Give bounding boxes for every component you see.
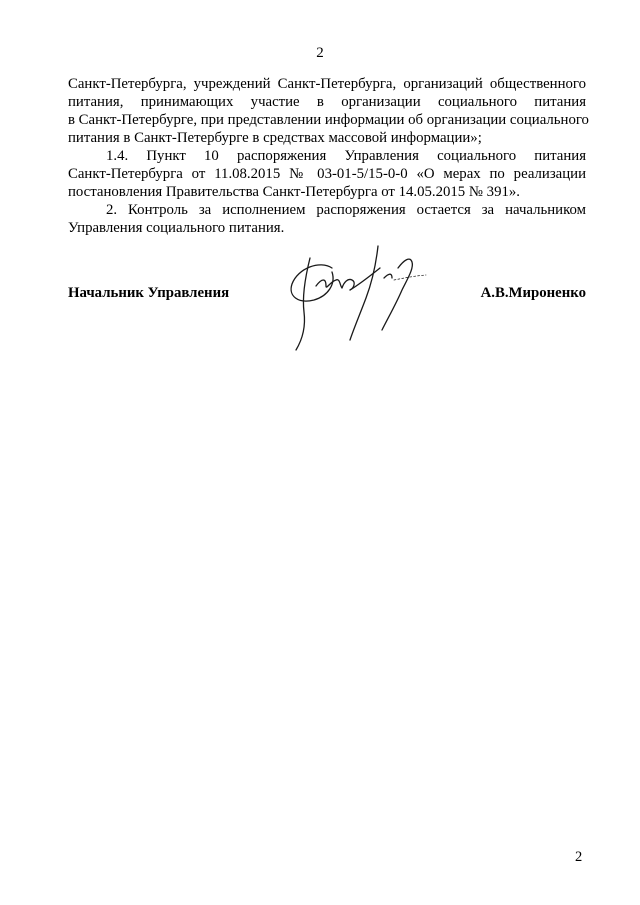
- page-number-top: 2: [316, 45, 324, 61]
- item-2-line-1: 2. Контроль за исполнением распоряжения остается за начальником: [106, 202, 586, 218]
- document-body: [68, 75, 589, 237]
- body-line-2: питания, принимающих участие в организации социального питания: [68, 94, 586, 110]
- signatory-role: Начальник Управления: [68, 285, 230, 301]
- body-line-4: питания в Санкт-Петербурге в средствах массовой информации»;: [68, 130, 482, 146]
- item-1-4-line-2: Санкт-Петербурга от 11.08.2015 № 03-01-5/15-0-0 «О мерах по реализации: [68, 166, 586, 182]
- item-1-4-line-1: 1.4. Пункт 10 распоряжения Управления социального питания: [106, 148, 586, 164]
- item-2-line-2: Управления социального питания.: [68, 220, 285, 236]
- page-number-bottom: 2: [575, 849, 583, 865]
- item-1-4-line-3: постановления Правительства Санкт-Петербурга от 14.05.2015 № 391».: [68, 184, 520, 200]
- handwritten-signature: [280, 238, 430, 358]
- body-line-3: в Санкт-Петербурге, при представлении информации об организации социального: [68, 112, 589, 128]
- signatory-name: А.В.Мироненко: [480, 285, 586, 301]
- body-line-1: Санкт-Петербурга, учреждений Санкт-Петербурга, организаций общественного: [68, 76, 586, 92]
